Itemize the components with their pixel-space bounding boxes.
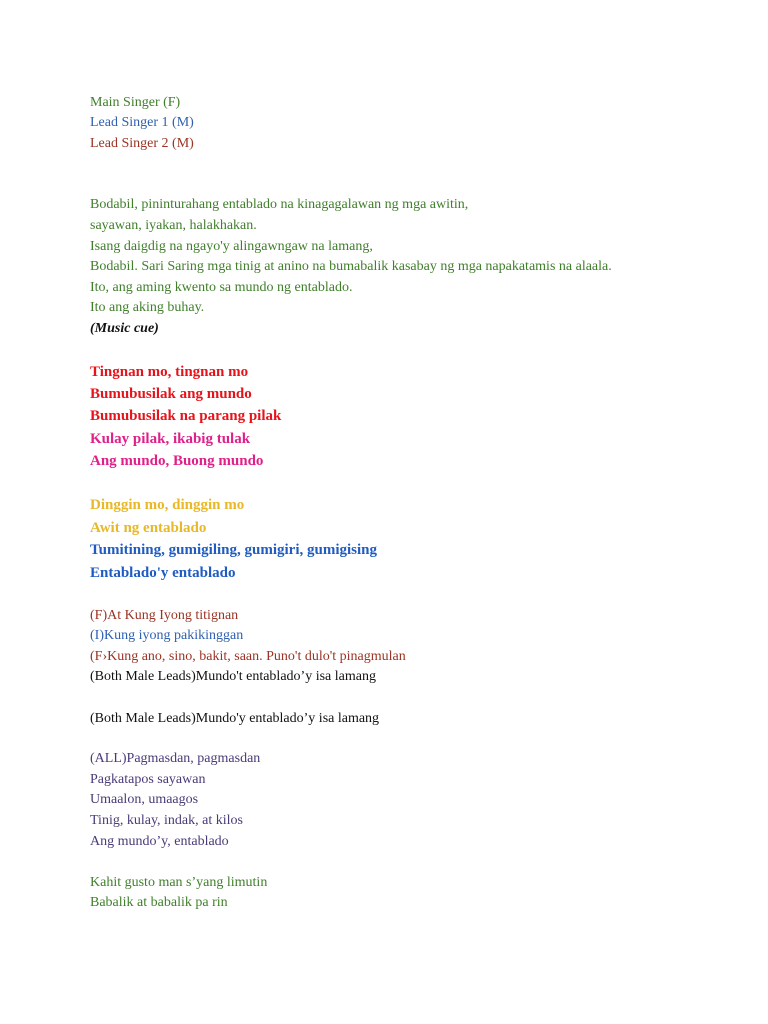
legend-main-singer: Main Singer (F) xyxy=(90,95,181,110)
verse2-line: Entablado'y entablado xyxy=(90,565,236,581)
outro-line: Babalik at babalik pa rin xyxy=(90,895,228,910)
both-leads-line: (Both Male Leads)Mundo'y entablado’y isa lamang xyxy=(90,711,380,726)
verse1-line: Bumubusilak na parang pilak xyxy=(90,408,282,424)
verse2-line: Tumitining, gumigiling, gumigiri, gumigising xyxy=(90,542,378,558)
legend-lead-singer-1: Lead Singer 1 (M) xyxy=(90,115,194,130)
verse2-line: Awit ng entablado xyxy=(90,520,207,536)
chorus-line: Pagkatapos sayawan xyxy=(90,772,206,787)
intro-line: Ito ang aking buhay. xyxy=(90,300,205,315)
intro-line: sayawan, iyakan, halakhakan. xyxy=(90,218,257,233)
verse1-line: Tingnan mo, tingnan mo xyxy=(90,364,249,380)
verse3-line: (F›Kung ano, sino, bakit, saan. Puno't dulo't pinagmulan xyxy=(90,649,406,664)
verse3-line: (F)At Kung Iyong titignan xyxy=(90,608,239,623)
chorus-line: Tinig, kulay, indak, at kilos xyxy=(90,813,243,828)
chorus-line: (ALL)Pagmasdan, pagmasdan xyxy=(90,751,261,766)
intro-line: Isang daigdig na ngayo'y alingawngaw na lamang, xyxy=(90,239,373,254)
verse1-line: Ang mundo, Buong mundo xyxy=(90,453,264,469)
verse1-line: Kulay pilak, ikabig tulak xyxy=(90,431,251,447)
verse1-line: Bumubusilak ang mundo xyxy=(90,386,252,402)
verse3-line: (I)Kung iyong pakikinggan xyxy=(90,628,244,643)
verse2-line: Dinggin mo, dinggin mo xyxy=(90,497,245,513)
music-cue: (Music cue) xyxy=(90,321,159,336)
outro-line: Kahit gusto man s’yang limutin xyxy=(90,875,268,890)
chorus-line: Umaalon, umaagos xyxy=(90,792,199,807)
intro-line: Ito, ang aming kwento sa mundo ng entablado. xyxy=(90,280,353,295)
intro-line: Bodabil, pininturahang entablado na kinagagalawan ng mga awitin, xyxy=(90,197,469,212)
chorus-line: Ang mundo’y, entablado xyxy=(90,834,229,849)
intro-line: Bodabil. Sari Saring mga tinig at anino na bumabalik kasabay ng mga napakatamis na alaala. xyxy=(90,259,612,274)
legend-lead-singer-2: Lead Singer 2 (M) xyxy=(90,136,194,151)
verse3-line: (Both Male Leads)Mundo't entablado’y isa lamang xyxy=(90,669,376,684)
